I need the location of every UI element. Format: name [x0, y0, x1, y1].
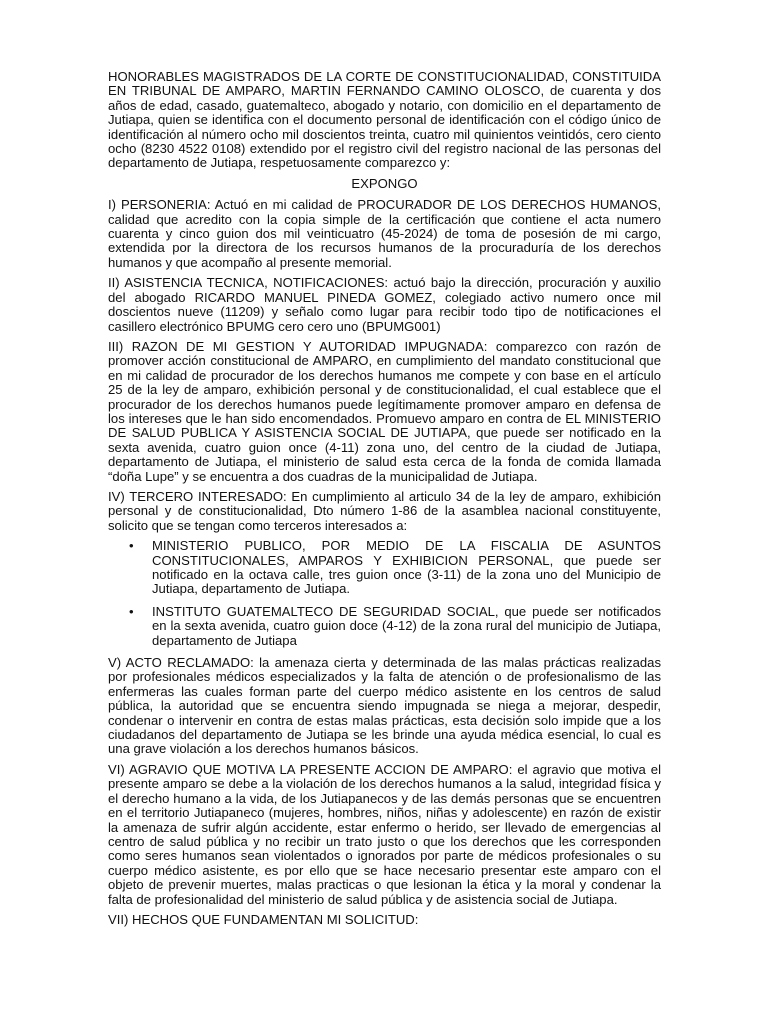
list-item [129, 538, 661, 597]
document-page [108, 70, 661, 933]
section-acto-reclamado: V) ACTO RECLAMADO: la amenaza cierta y determinada de las malas prácticas realizadas por profesionales médicos especializados y la falta de atención o de profesionalismo de las enfermeras las cuales forman parte del cuerpo médico asistente en los centros de salud pública, la autoridad que se encuentra siendo impugnada se niega a mejorar, despedir, condenar o intervenir en contra de estas malas prácticas, esta decisión solo impide que a los ciudadanos del departamento de Jutiapa se les brinde una ayuda médica esencial, lo cual es una grave violación a los derechos humanos básicos. [108, 655, 661, 757]
section-personeria: I) PERSONERIA: Actuó en mi calidad de PROCURADOR DE LOS DERECHOS HUMANOS, calidad que acredito con la copia simple de la certificación que contiene el acta numero cuarenta y cinco guion dos mil veinticuatro (45-2024) de toma de posesión de mi cargo, extendida por la directora de los recursos humanos de la procuraduría de los derechos humanos y que acompaño al presente memorial. [108, 197, 661, 270]
third-parties-list [108, 539, 661, 648]
list-item [129, 603, 661, 648]
intro-paragraph: HONORABLES MAGISTRADOS DE LA CORTE DE CONSTITUCIONALIDAD, CONSTITUIDA EN TRIBUNAL DE AMPARO, MARTIN FERNANDO CAMINO OLOSCO, de cuarenta y dos años de edad, casado, guatemalteco, abogado y notario, con domicilio en el departamento de Jutiapa, quien se identifica con el documento personal de identificación con el código único de identificación al número ocho mil doscientos treinta, cuatro mil quinientos veintidós, cero ciento ocho (8230 4522 0108) extendido por el registro civil del registro nacional de las personas del departamento de Jutiapa, respetuosamente comparezco y: [108, 69, 661, 171]
bullet-icon: • [129, 603, 134, 619]
section-razon-gestion: III) RAZON DE MI GESTION Y AUTORIDAD IMPUGNADA: comparezco con razón de promover acción constitucional de AMPARO, en cumplimiento del mandato constitucional que en mi calidad de procurador de los derechos humanos me compete y con base en el artículo 25 de la ley de amparo, exhibición personal y de constitucionalidad, el cual establece que el procurador de los derechos humanos puede legítimamente promover amparo en defensa de los intereses que le han sido encomendados. Promuevo amparo en contra de EL MINISTERIO DE SALUD PUBLICA Y ASISTENCIA SOCIAL DE JUTIAPA, que puede ser notificado en la sexta avenida, cuatro guion once (4-11) zona uno, del centro de la ciudad de Jutiapa, departamento de Jutiapa, el ministerio de salud esta cerca de la fonda de comida llamada “doña Lupe” y se encuentra a dos cuadras de la municipalidad de Jutiapa. [108, 338, 661, 484]
list-item-text: MINISTERIO PUBLICO, POR MEDIO DE LA FISCALIA DE ASUNTOS CONSTITUCIONALES, AMPAROS Y EXHIBICION PERSONAL, que puede ser notificado en la octava calle, tres guion once (3-11) de la zona uno del Municipio de Jutiapa, departamento de Jutiapa. [152, 538, 661, 597]
bullet-icon: • [129, 538, 134, 554]
list-item-text: INSTITUTO GUATEMALTECO DE SEGURIDAD SOCIAL, que puede ser notificados en la sexta avenida, cuatro guion doce (4-12) de la zona rural del municipio de Jutiapa, departamento de Jutiapa [152, 603, 661, 648]
section-agravio: VI) AGRAVIO QUE MOTIVA LA PRESENTE ACCION DE AMPARO: el agravio que motiva el presente amparo se debe a la violación de los derechos humanos a la salud, integridad física y el derecho humano a la vida, de los Jutiapanecos y de las demás personas que se encuentren en el territorio Jutiapaneco (mujeres, hombres, niños, niñas y adolescente) en razón de existir la amenaza de sufrir algún accidente, estar enfermo o herido, ser llevado de emergencias al centro de salud pública y no recibir un trato justo o que los derechos que les corresponden como seres humanos sean violentados o ignorados por parte de médicos profesionales o su cuerpo médico asistente, es por ello que se hace necesario presentar este amparo con el objeto de prevenir muertes, malas practicas o que lesionan la ética y la moral y condenar la falta de profesionalidad del ministerio de salud pública y de asistencia social de Jutiapa. [108, 761, 661, 907]
section-hechos: VII) HECHOS QUE FUNDAMENTAN MI SOLICITUD: [108, 911, 419, 927]
section-asistencia-tecnica: II) ASISTENCIA TECNICA, NOTIFICACIONES: actuó bajo la dirección, procuración y auxilio del abogado RICARDO MANUEL PINEDA GOMEZ, colegiado activo numero once mil doscientos nueve (11209) y señalo como lugar para recibir todo tipo de notificaciones el casillero electrónico BPUMG cero cero uno (BPUMG001) [108, 275, 661, 334]
section-tercero-interesado: IV) TERCERO INTERESADO: En cumplimiento al articulo 34 de la ley de amparo, exhibición personal y de constitucionalidad, Dto número 1-86 de la asamblea nacional constituyente, solicito que se tengan como terceros interesados a: [108, 488, 661, 533]
expongo-heading: EXPONGO [351, 175, 418, 191]
